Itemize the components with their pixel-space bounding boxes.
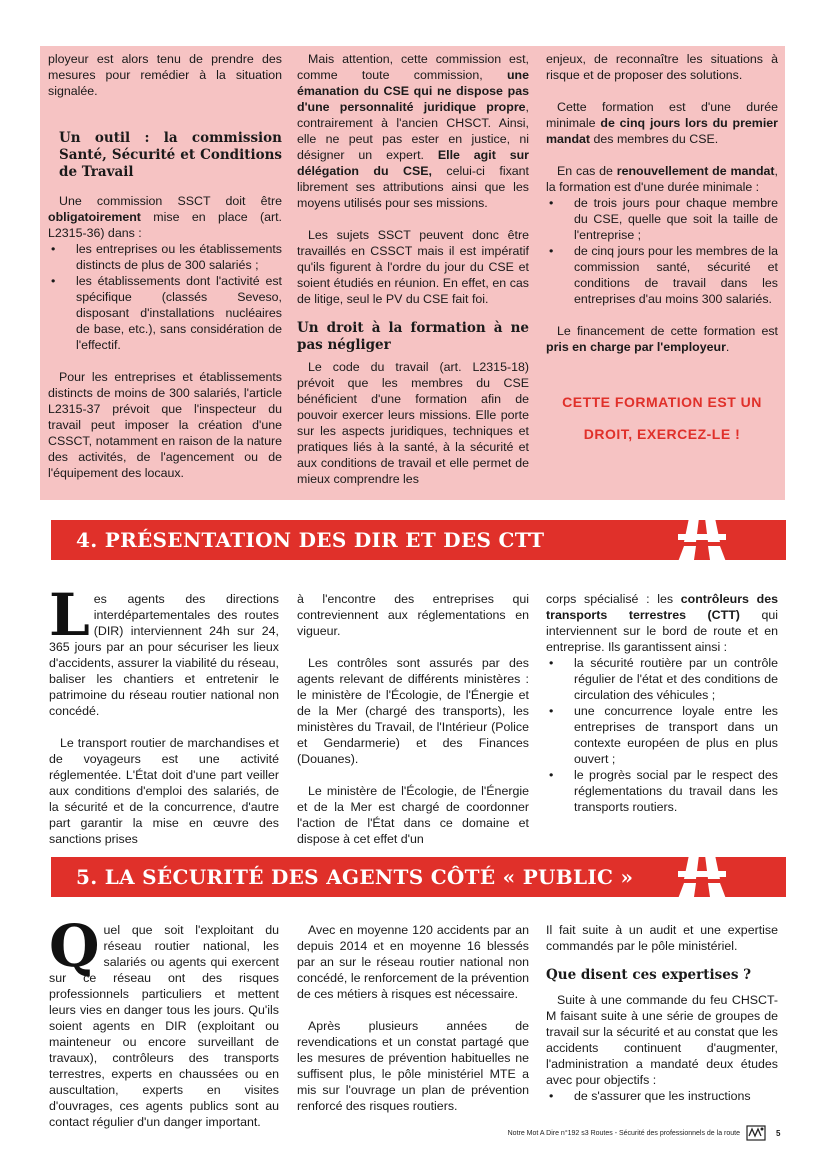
section-5-column-1: [49, 912, 279, 1130]
list-item: • les établissements dont l'activité est spécifique (classés Seveso, disposant d'installations nucléaires de base, etc.), sans considération de l'effectif.: [48, 273, 282, 353]
paragraph: Le code du travail (art. L2315-18) prévoit que les membres du CSE bénéficient d'une formation afin de pouvoir exercer leurs missions. Elle porte sur les aspects juridiques, techniques et pratiques liés à la santé, à la sécurité et aux conditions de travail et elle permet de mieux comprendre les: [297, 360, 529, 486]
paragraph: à l'encontre des entreprises qui contreviennent aux réglementations en vigueur.: [297, 592, 529, 638]
paragraph: Une commission SSCT doit être obligatoirement mise en place (art. L2315-36) dans :: [48, 194, 282, 240]
paragraph: Après plusieurs années de revendications et un constat partagé que les mesures de prévention habituelles ne suffisent plus, le pôle ministériel MTE a mis sur l'ouvrage un plan de prévention renforcé des risques routiers.: [297, 1019, 529, 1113]
list-item: • la sécurité routière par un contrôle régulier de l'état et des conditions de circulation des véhicules ;: [546, 655, 778, 703]
paragraph: es agents des directions interdépartementales des routes (DIR) interviennent 24h sur 24, 365 jours par an pour sécuriser les lieux d'accidents, assurer la viabilité du réseau, baliser les chantiers et entretenir le patrimoine du réseau routier national non concédé.: [49, 592, 279, 718]
cta-line-1: CETTE FORMATION EST UN: [562, 394, 762, 410]
section-5-column-3: [546, 922, 778, 1104]
top-column-2: [297, 51, 529, 487]
paragraph: Les sujets SSCT peuvent donc être travaillés en CSSCT mais il est impératif qu'ils figurent à l'ordre du jour du CSE et soient étudiés en réunion. En effet, en cas de litige, seul le PV du CSE fait foi.: [297, 228, 529, 306]
section-4-title: 4. PRÉSENTATION DES DIR ET DES CTT: [76, 528, 545, 552]
list-item: • de s'assurer que les instructions: [546, 1088, 778, 1104]
section-5-title: 5. LA SÉCURITÉ DES AGENTS CÔTÉ « PUBLIC »: [76, 865, 634, 889]
paragraph: Le ministère de l'Écologie, de l'Énergie et de la Mer est chargé de coordonner l'action de l'État dans ce domaine et dispose à cet effet d'un: [297, 784, 529, 846]
paragraph: corps spécialisé : les contrôleurs des transports terrestres (CTT) qui interviennent sur le bord de route et en entreprise. Ils garantissent ainsi :: [546, 592, 778, 654]
page-number: 5: [776, 1129, 781, 1138]
paragraph: ployeur est alors tenu de prendre des mesures pour remédier à la situation signalée.: [48, 52, 282, 98]
paragraph: Le financement de cette formation est pris en charge par l'employeur.: [546, 324, 778, 354]
cta-line-2: DROIT, EXERCEZ-LE !: [583, 426, 741, 442]
bullet-list: [546, 655, 778, 815]
paragraph: Cette formation est d'une durée minimale de cinq jours lors du premier mandat des membres du CSE.: [546, 100, 778, 146]
paragraph: Suite à une commande du feu CHSCT-M faisant suite à une série de groupes de travail sur la sécurité et au constat que les accidents continuent d'augmenter, l'administration a mandaté deux études avec pour objectifs :: [546, 993, 778, 1087]
highway-icon: [672, 849, 732, 909]
list-item: • de trois jours pour chaque membre du CSE, quelle que soit la taille de l'entreprise ;: [546, 195, 778, 243]
section-4-column-2: [297, 591, 529, 847]
paragraph: Les contrôles sont assurés par des agents relevant de différents ministères : le ministère de l'Écologie, de l'Énergie et de la Mer (chargé des transports), les ministères du Travail, de l'Intérieur (Police et Gendarmerie) et des Finances (Douanes).: [297, 656, 529, 766]
heading-formation: Un droit à la formation à ne pas négliger: [297, 320, 529, 353]
bullet-list: [546, 195, 778, 307]
section-4-column-3: [546, 591, 778, 815]
bullet-list: [546, 1088, 778, 1104]
heading-ssct: Un outil : la commission Santé, Sécurité et Conditions de Travail: [59, 130, 282, 180]
list-item: • le progrès social par le respect des réglementations du travail dans les transports routiers.: [546, 767, 778, 815]
paragraph: Mais attention, cette commission est, comme toute commission, une émanation du CSE qui ne dispose pas d'une personnalité juridique propre, contrairement à l'ancien CHSCT. Ainsi, elle ne peut pas ester en justice, ni désigner un expert. Elle agit sur délégation du CSE, celui-ci fixant librement ses attributions ainsi que les moyens utilisés pour ses missions.: [297, 52, 529, 210]
section-4-column-1: [49, 581, 279, 847]
bullet-list: [48, 241, 282, 353]
list-item: • de cinq jours pour les membres de la commission santé, sécurité et conditions de travail dans les entreprises d'au moins 300 salariés.: [546, 243, 778, 307]
highway-icon: [672, 512, 732, 572]
list-item: • les entreprises ou les établissements distincts de plus de 300 salariés ;: [48, 241, 282, 273]
top-column-1: [48, 51, 282, 481]
paragraph: Avec en moyenne 120 accidents par an depuis 2014 et en moyenne 16 blessés par an sur le réseau routier national non concédé, le renforcement de la prévention de ces métiers à risques est nécessaire.: [297, 923, 529, 1001]
heading-expertises: Que disent ces expertises ?: [546, 967, 752, 983]
paragraph: En cas de renouvellement de mandat, la formation est d'une durée minimale :: [546, 164, 778, 194]
paragraph: enjeux, de reconnaître les situations à risque et de proposer des solutions.: [546, 52, 778, 82]
union-logo-icon: [746, 1123, 766, 1143]
dropcap: L: [49, 581, 90, 649]
paragraph: uel que soit l'exploitant du réseau routier national, les salariés ou agents qui exercent sur ce réseau ont des risques professionnels particuliers et mettent leurs vies en danger tous les jours. Qu'ils soient agents en DIR (exploitant ou mainteneur ou encore surveillant de travaux), contrôleurs des transports terrestres, experts en chaussées ou en auscultation, experts en visites d'ouvrages, ces agents publics sont au contact régulier d'un danger important.: [49, 923, 279, 1129]
paragraph: Il fait suite à un audit et une expertise commandés par le pôle ministériel.: [546, 923, 778, 953]
top-column-3: [546, 51, 778, 443]
paragraph: Le transport routier de marchandises et de voyageurs est une activité réglementée. L'État doit d'une part veiller aux conditions d'emploi des salariés, de la sécurité et de la concurrence, d'autre part garantir la mise en œuvre des sanctions prises: [49, 736, 279, 846]
section-5-column-2: [297, 922, 529, 1114]
paragraph: Pour les entreprises et établissements distincts de moins de 300 salariés, l'article L2315-37 prévoit que l'inspecteur du travail peut imposer la création d'une CSSCT, notamment en raison de la nature des activités, de l'agencement ou de l'équipement des locaux.: [48, 370, 282, 480]
list-item: • une concurrence loyale entre les entreprises de transport dans un contexte européen de plus en plus ouvert ;: [546, 703, 778, 767]
footer-text: Notre Mot A Dire n°192 s3 Routes - Sécurité des professionnels de la route: [507, 1130, 740, 1137]
dropcap: Q: [49, 912, 100, 980]
